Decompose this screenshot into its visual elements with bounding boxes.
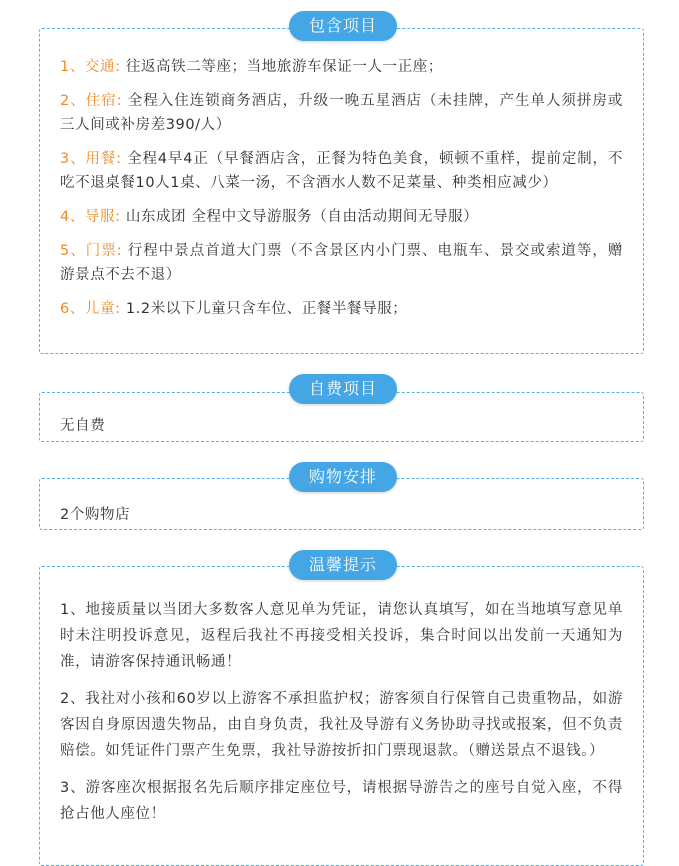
- included-item: [60, 297, 623, 321]
- included-item-label: 6、儿童:: [60, 301, 121, 317]
- included-item-text: 全程入住连锁商务酒店，升级一晚五星酒店（未挂牌，产生单人须拼房或三人间或补房差390/人）: [60, 93, 623, 133]
- self-paid-title: 自费项目: [289, 374, 397, 404]
- tips-title: 温馨提示: [289, 550, 397, 580]
- tip-item: 1、地接质量以当团大多数客人意见单为凭证，请您认真填写，如在当地填写意见单时未注明投诉意见，返程后我社不再接受相关投诉，集合时间以出发前一天通知为准，请游客保持通讯畅通！: [60, 602, 623, 670]
- tip-item: 2、我社对小孩和60岁以上游客不承担监护权；游客须自行保管自己贵重物品，如游客因自身原因遗失物品，由自身负责，我社及导游有义务协助寻找或报案，但不负责赔偿。如凭证件门票产生免票，我社导游按折扣门票现退款。（赠送景点不退钱。）: [60, 691, 623, 759]
- included-item-text: 山东成团 全程中文导游服务（自由活动期间无导服）: [125, 209, 479, 225]
- included-title: 包含项目: [289, 11, 397, 41]
- shopping-text: 2个购物店: [60, 507, 131, 523]
- included-item-text: 行程中景点首道大门票（不含景区内小门票、电瓶车、景交或索道等，赠游景点不去不退）: [60, 243, 623, 283]
- included-item: [60, 205, 623, 229]
- tip-item: 3、游客座次根据报名先后顺序排定座位号，请根据导游告之的座号自觉入座，不得抢占他人座位！: [60, 780, 623, 822]
- included-item: [60, 89, 623, 137]
- shopping-title: 购物安排: [289, 462, 397, 492]
- included-item-label: 5、门票:: [60, 243, 123, 259]
- included-item: [60, 239, 623, 287]
- included-item: [60, 147, 623, 195]
- included-section: [39, 28, 644, 354]
- included-item-label: 1、交通:: [60, 59, 121, 75]
- included-item: [60, 55, 623, 79]
- included-item-text: 往返高铁二等座；当地旅游车保证一人一正座；: [125, 59, 443, 75]
- included-item-label: 3、用餐:: [60, 151, 122, 167]
- included-item-text: 全程4早4正（早餐酒店含，正餐为特色美食，顿顿不重样，提前定制，不吃不退桌餐10人1桌、八菜一汤，不含酒水人数不足菜量、种类相应减少）: [60, 151, 623, 191]
- included-item-label: 4、导服:: [60, 209, 121, 225]
- included-item-label: 2、住宿:: [60, 93, 123, 109]
- self-paid-text: 无自费: [60, 418, 106, 434]
- tips-section: [39, 566, 644, 866]
- included-item-text: 1.2米以下儿童只含车位、正餐半餐导服；: [125, 301, 408, 317]
